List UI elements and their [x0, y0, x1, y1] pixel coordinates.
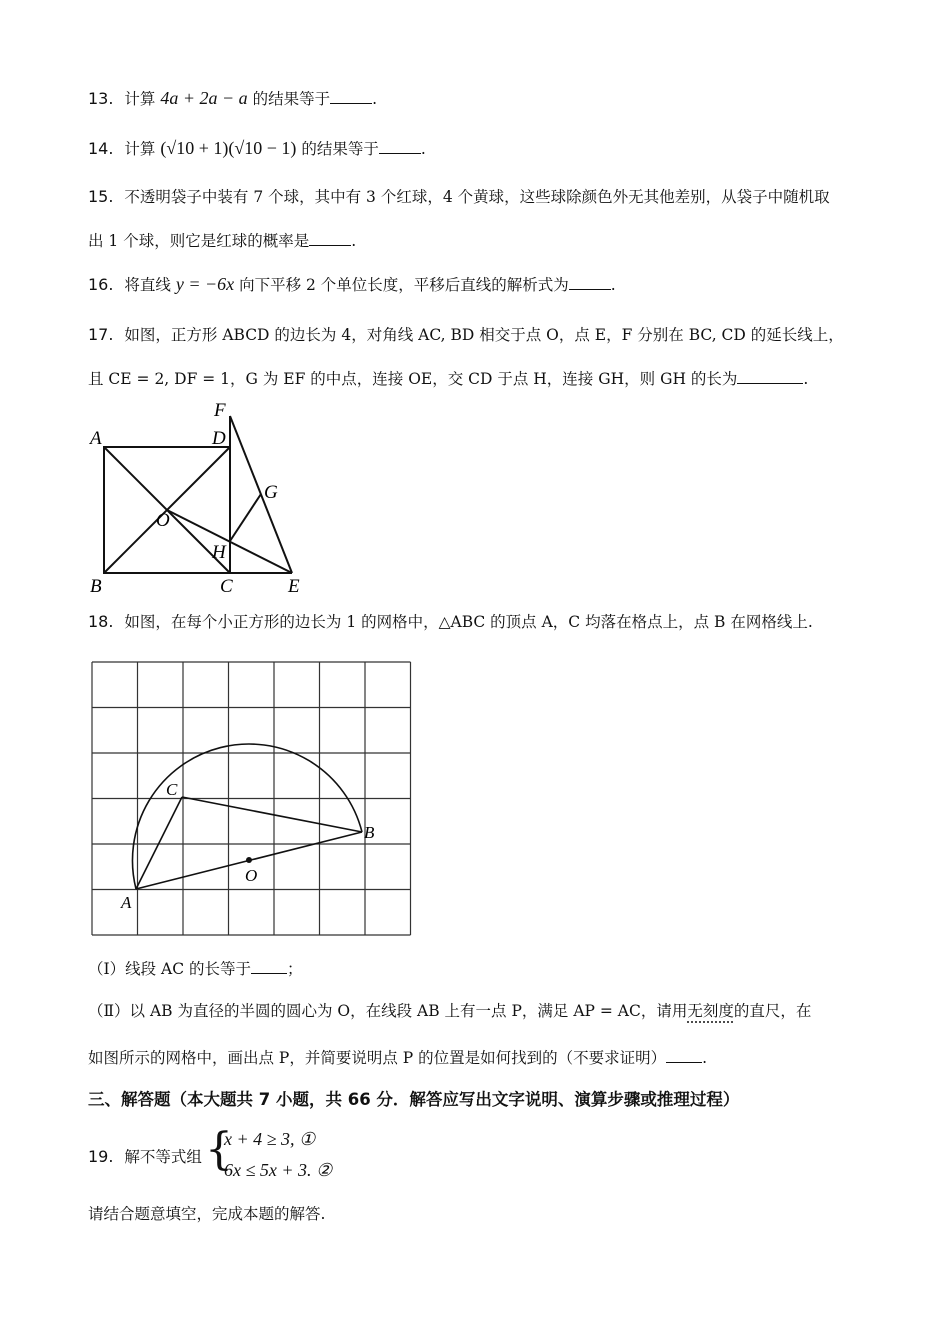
- question-text: 的结果等于: [301, 140, 379, 158]
- system-brace: {: [205, 1124, 233, 1175]
- question-19: [88, 1146, 202, 1168]
- question-18-part-2-line-2: [88, 1046, 707, 1069]
- question-text: 的直尺，在: [733, 1002, 812, 1020]
- label-g: G: [264, 482, 278, 503]
- answer-blank[interactable]: [379, 137, 421, 154]
- question-text: 出 1 个球，则它是红球的概率是: [88, 232, 310, 250]
- label-e: E: [288, 576, 300, 597]
- label-f: F: [214, 400, 226, 421]
- punctuation: ；: [287, 960, 303, 978]
- label-o: O: [156, 510, 170, 531]
- question-text: 的结果等于: [252, 90, 331, 108]
- question-number: 19.: [88, 1147, 114, 1166]
- question-text: 且 CE = 2, DF = 1，G 为 EF 的中点，连接 OE，交 CD 于点 H，连接 GH，则 GH 的长为: [88, 370, 738, 388]
- segment-cb: [182, 797, 362, 832]
- question-13: [88, 87, 377, 110]
- question-15-line-2: [88, 229, 356, 252]
- question-17-line-2: [88, 367, 808, 390]
- question-number: 18.: [88, 612, 114, 631]
- question-18-part-2: [88, 1000, 811, 1022]
- question-text: 如图，正方形 ABCD 的边长为 4，对角线 AC, BD 相交于点 O，点 E，F 分别在 BC, CD 的延长线上，: [124, 326, 844, 344]
- question-number: 15.: [88, 187, 114, 206]
- question-18-part-1: [88, 957, 303, 980]
- emphasized-text: 无刻度: [687, 1002, 734, 1020]
- inequality-2: 6x ≤ 5x + 3. ②: [224, 1160, 333, 1180]
- question-18: [88, 611, 813, 633]
- label-a: A: [121, 893, 132, 912]
- question-number: 16.: [88, 275, 114, 294]
- label-d: D: [212, 428, 226, 449]
- grid: [92, 662, 411, 935]
- question-text: 计算: [124, 140, 156, 158]
- answer-blank[interactable]: [309, 229, 351, 246]
- question-number: 17.: [88, 325, 114, 344]
- label-a: A: [90, 428, 102, 449]
- question-number: 13.: [88, 89, 114, 108]
- figure-17-square-diagram: [86, 398, 316, 598]
- center-point-o: [246, 857, 252, 863]
- math-expression: 4a + 2a − a: [160, 88, 248, 108]
- punctuation: .: [702, 1049, 708, 1067]
- answer-blank[interactable]: [666, 1046, 702, 1063]
- question-text: （Ⅰ）线段 AC 的长等于: [88, 960, 252, 978]
- answer-blank[interactable]: [330, 87, 372, 104]
- question-17: [88, 324, 844, 346]
- question-text: 不透明袋子中装有 7 个球，其中有 3 个红球，4 个黄球，这些球除颜色外无其他差别，从袋子中随机取: [124, 188, 830, 206]
- punctuation: .: [610, 276, 616, 294]
- punctuation: .: [803, 370, 809, 388]
- answer-blank[interactable]: [251, 957, 287, 974]
- punctuation: .: [351, 232, 357, 250]
- punctuation: .: [372, 90, 378, 108]
- question-text: （Ⅱ）以 AB 为直径的半圆的圆心为 O，在线段 AB 上有一点 P，满足 AP = AC，请用: [88, 1002, 688, 1020]
- question-number: 14.: [88, 139, 114, 158]
- label-c: C: [166, 780, 178, 799]
- question-14: [88, 137, 426, 160]
- math-expression: y = −6x: [175, 274, 235, 294]
- section-3-heading: 三、解答题（本大题共 7 小题，共 66 分．解答应写出文字说明、演算步骤或推理过程）: [88, 1090, 740, 1109]
- question-text: 将直线: [124, 276, 171, 294]
- label-h: H: [212, 542, 226, 563]
- question-text: 解不等式组: [124, 1148, 202, 1166]
- math-expression: (√10 + 1)(√10 − 1): [160, 138, 297, 158]
- label-b: B: [90, 576, 102, 597]
- question-16: [88, 273, 616, 296]
- label-o: O: [245, 866, 258, 885]
- question-text: 如图所示的网格中，画出点 P，并简要说明点 P 的位置是如何找到的（不要求证明）: [88, 1049, 667, 1067]
- label-c: C: [220, 576, 233, 597]
- answer-blank[interactable]: [737, 367, 803, 384]
- question-15: [88, 186, 830, 208]
- segment-gh: [230, 494, 261, 541]
- figure-18-grid-diagram: [88, 658, 414, 940]
- question-text: 如图，在每个小正方形的边长为 1 的网格中，△ABC 的顶点 A，C 均落在格点上，点 B 在网格线上.: [124, 613, 813, 631]
- punctuation: .: [420, 140, 426, 158]
- inequality-1: x + 4 ≥ 3, ①: [224, 1129, 316, 1149]
- question-text: 向下平移 2 个单位长度，平移后直线的解析式为: [239, 276, 569, 294]
- question-text: 计算: [124, 90, 156, 108]
- question-19-instruction: 请结合题意填空，完成本题的解答.: [88, 1205, 326, 1223]
- label-b: B: [364, 823, 375, 842]
- answer-blank[interactable]: [569, 273, 611, 290]
